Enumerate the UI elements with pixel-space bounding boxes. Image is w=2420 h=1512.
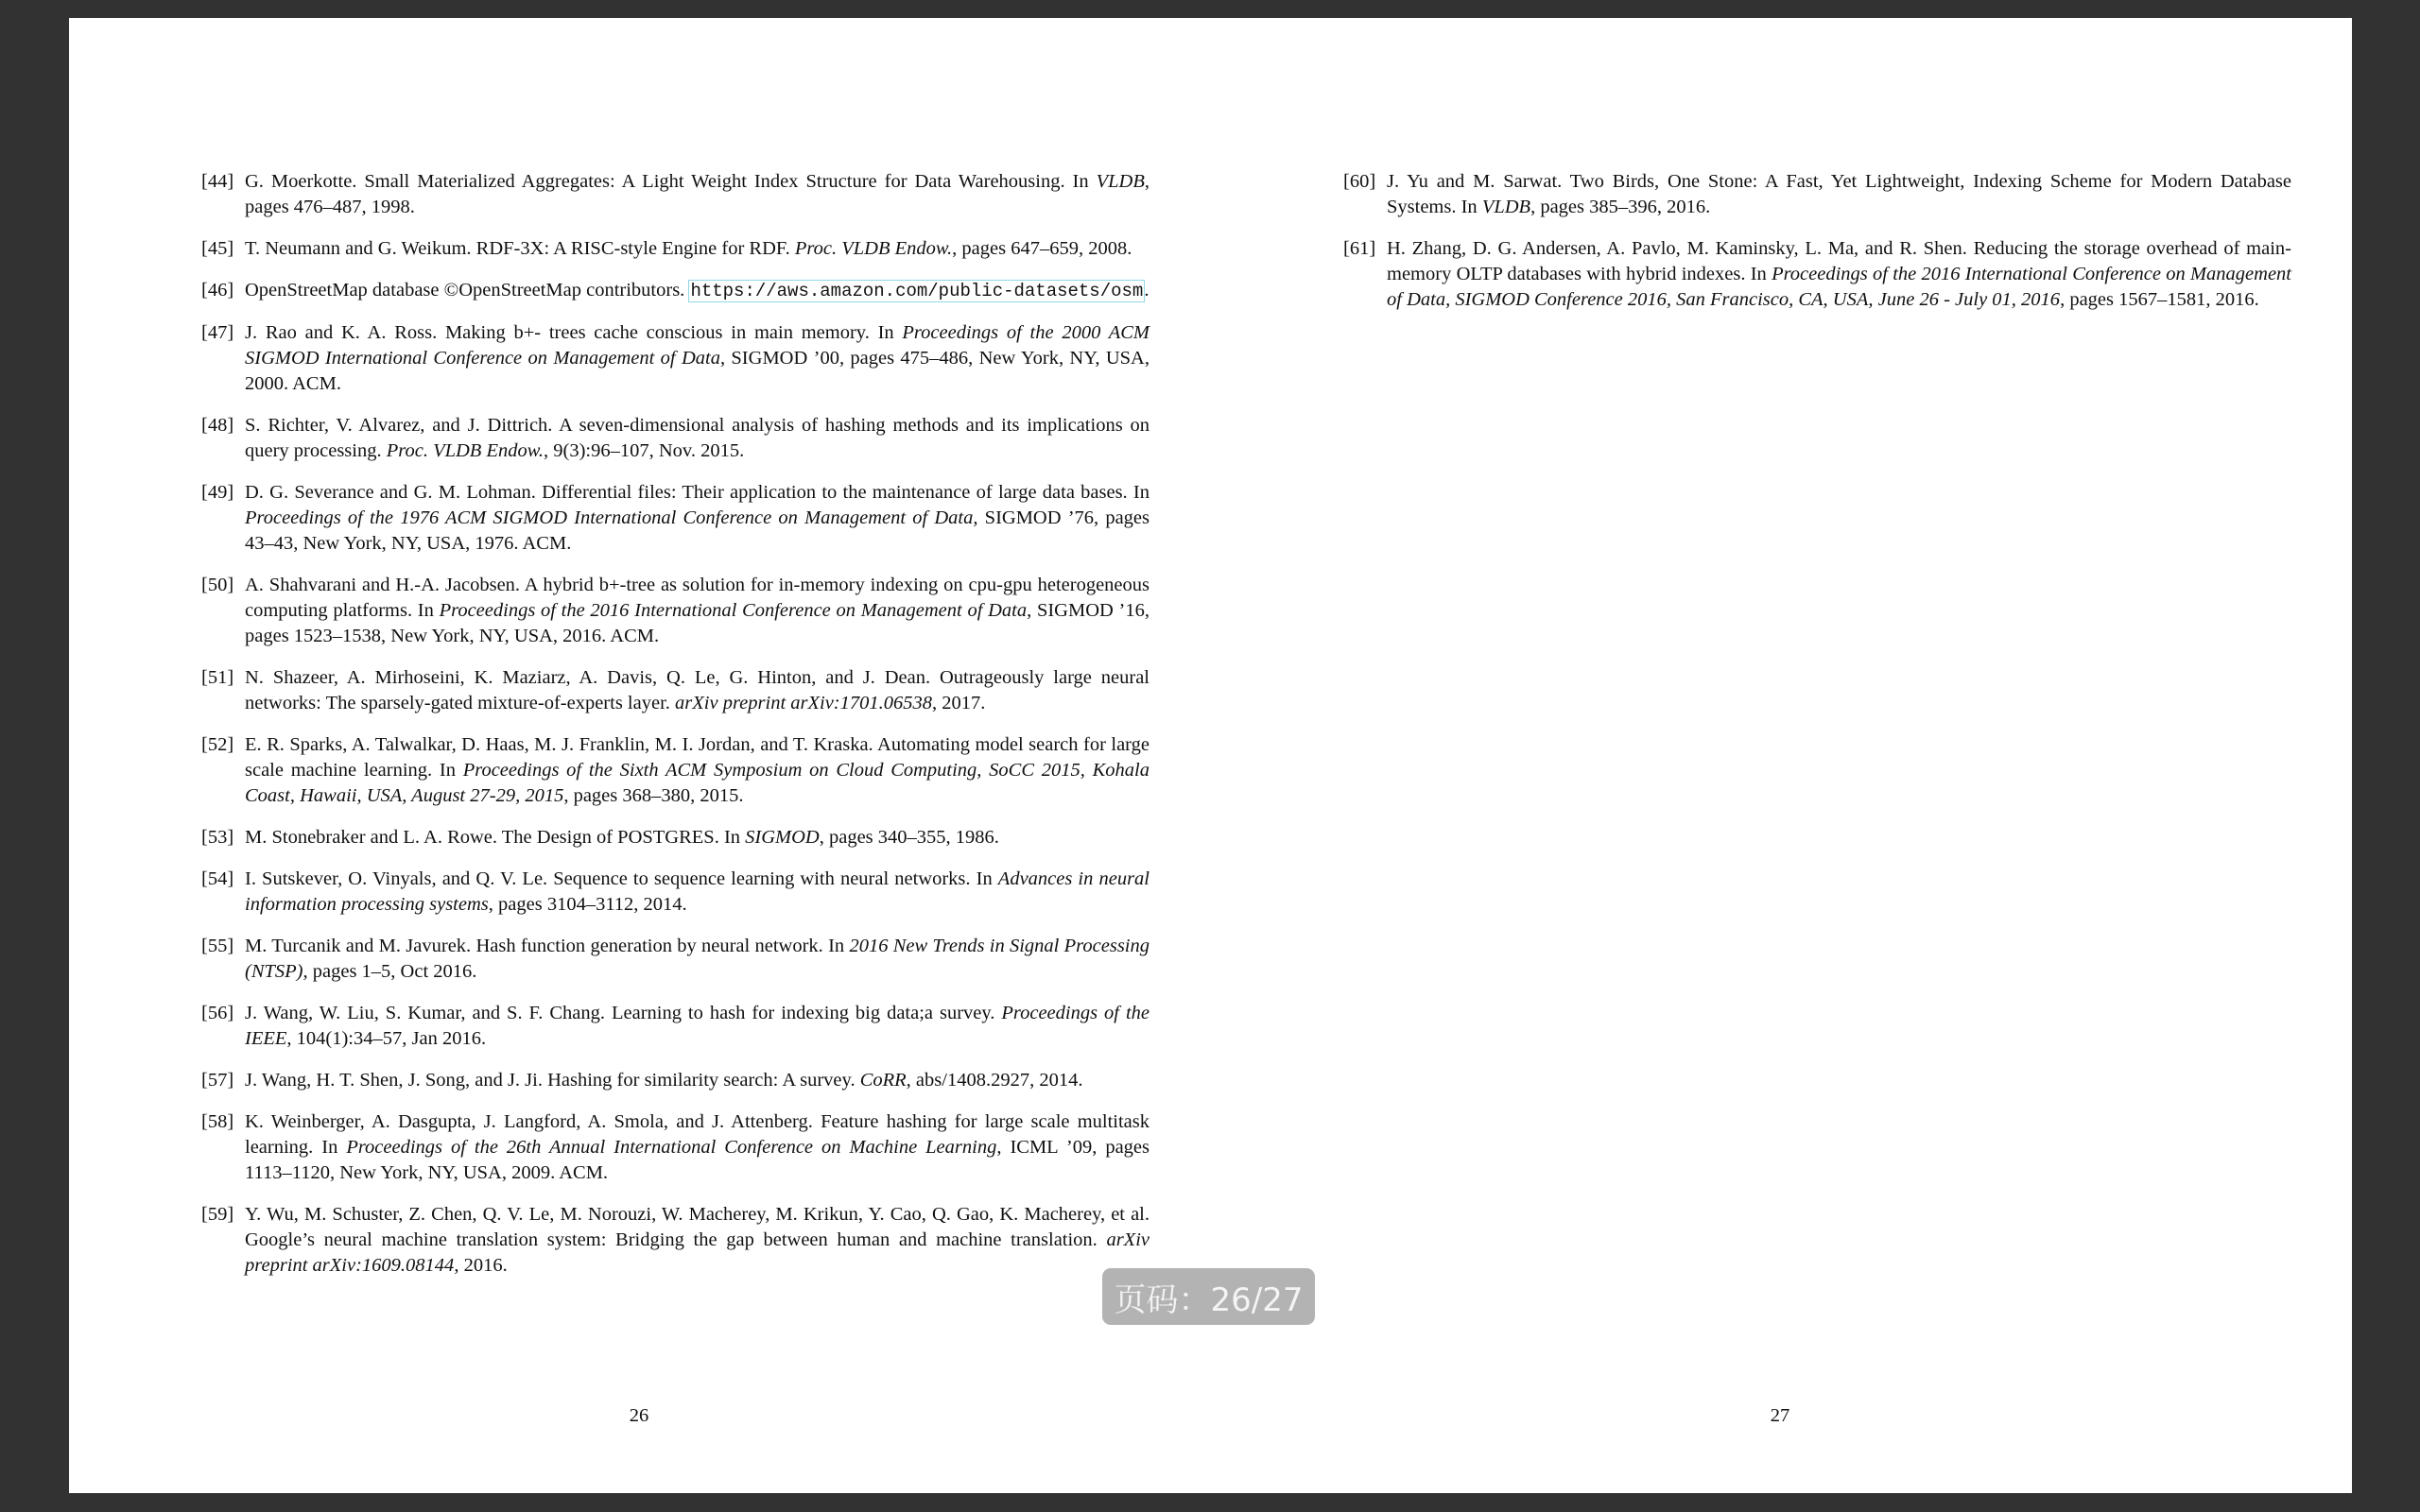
reference-text-segment: M. Turcanik and M. Javurek. Hash function generation by neural network. In [245,936,850,956]
reference-venue: SIGMOD [745,827,820,848]
reference-venue: 2016 New Trends in Signal Processing (NTSP) [245,936,1150,982]
reference-text-segment: , pages 368–380, 2015. [563,785,744,806]
reference-text [245,1068,1150,1093]
page-number-left: 26 [629,1405,649,1426]
references-right-column [1343,169,2291,329]
page-indicator-overlay: 页码：26/27 [1102,1268,1315,1325]
reference-venue: Proceedings of the 26th Annual International Conference on Machine Learning [346,1137,997,1158]
reference-text [245,278,1150,304]
reference-number: [59] [201,1204,234,1225]
reference-number: [48] [201,415,234,436]
reference-venue: arXiv preprint arXiv:1701.06538 [675,693,933,713]
references-left-column [201,169,1150,1295]
reference-venue: Advances in neural information processing systems [245,868,1150,915]
reference-text-segment: , 2016. [454,1255,508,1276]
reference-text-segment: , pages 1–5, Oct 2016. [302,961,477,982]
reference-text [245,236,1150,262]
reference-text-segment: D. G. Severance and G. M. Lohman. Differential files: Their application to the maintenance of large data bases. In [245,482,1150,503]
reference-number: [60] [1343,171,1376,192]
reference-number: [50] [201,575,234,595]
reference-text [245,413,1150,464]
reference-text [245,169,1150,220]
reference-number: [44] [201,171,234,192]
reference-number: [55] [201,936,234,956]
reference-number: [58] [201,1111,234,1132]
reference-text [245,825,1150,850]
reference-text [245,934,1150,985]
reference-text-segment: E. R. Sparks, A. Talwalkar, D. Haas, M. J. Franklin, M. I. Jordan, and T. Kraska. Automating model search for large scale machine learning. In [245,734,1150,781]
reference-number: [56] [201,1003,234,1023]
reference-text-segment: , pages 1567–1581, 2016. [2060,289,2259,310]
reference-entry [201,665,1150,716]
reference-venue: VLDB [1481,197,1531,217]
reference-text-segment: , pages 340–355, 1986. [819,827,999,848]
reference-text-segment: , SIGMOD ’76, pages 43–43, New York, NY, USA, 1976. ACM. [245,507,1150,554]
reference-text [245,665,1150,716]
reference-text-segment: K. Weinberger, A. Dasgupta, J. Langford, A. Smola, and J. Attenberg. Feature hashing for large scale multitask learning. In [245,1111,1150,1158]
reference-text-segment: H. Zhang, D. G. Andersen, A. Pavlo, M. Kaminsky, L. Ma, and R. Shen. Reducing the storage overhead of main-memory OLTP databases with hybrid indexes. In [1387,238,2291,284]
reference-text-segment: , SIGMOD ’16, pages 1523–1538, New York, NY, USA, 2016. ACM. [245,600,1150,646]
reference-venue: Proceedings of the Sixth ACM Symposium on Cloud Computing, SoCC 2015, Kohala Coast, Hawaii, USA, August 27-29, 2015 [245,760,1150,806]
reference-venue: Proceedings of the 2016 International Conference on Management of Data [439,600,1028,621]
reference-number: [53] [201,827,234,848]
reference-venue: Proc. VLDB Endow. [386,440,544,461]
reference-text-segment: I. Sutskever, O. Vinyals, and Q. V. Le. Sequence to sequence learning with neural networks. In [245,868,998,889]
reference-entry [1343,169,2291,220]
reference-text [245,1001,1150,1052]
reference-text-segment: , pages 476–487, 1998. [245,171,1150,217]
reference-text-segment: , ICML ’09, pages 1113–1120, New York, NY, USA, 2009. ACM. [245,1137,1150,1183]
reference-text-segment: J. Yu and M. Sarwat. Two Birds, One Stone: A Fast, Yet Lightweight, Indexing Scheme for Modern Database Systems. In [1387,171,2291,217]
reference-text-segment: T. Neumann and G. Weikum. RDF-3X: A RISC-style Engine for RDF. [245,238,795,259]
reference-text [245,320,1150,397]
reference-text-segment: J. Wang, W. Liu, S. Kumar, and S. F. Chang. Learning to hash for indexing big data;a survey. [245,1003,1002,1023]
reference-text [245,867,1150,918]
reference-text-segment: , SIGMOD ’00, pages 475–486, New York, NY, USA, 2000. ACM. [245,348,1150,394]
reference-text-segment: . [1144,280,1150,301]
reference-venue: Proceedings of the IEEE [245,1003,1150,1049]
reference-text-segment: , 2017. [932,693,986,713]
reference-venue: Proceedings of the 2000 ACM SIGMOD International Conference on Management of Data [245,322,1150,369]
page-number-right: 27 [1770,1405,1790,1426]
reference-text [245,480,1150,557]
reference-venue: CoRR [859,1070,907,1091]
reference-number: [57] [201,1070,234,1091]
reference-entry [201,1202,1150,1279]
reference-text-segment: , pages 385–396, 2016. [1530,197,1711,217]
reference-number: [61] [1343,238,1376,259]
reference-entry [201,236,1150,262]
reference-entry [1343,236,2291,313]
reference-text-segment: , 9(3):96–107, Nov. 2015. [544,440,745,461]
reference-entry [201,320,1150,397]
reference-text-segment: , pages 647–659, 2008. [952,238,1132,259]
reference-text [245,1109,1150,1186]
reference-text [245,573,1150,649]
reference-entry [201,934,1150,985]
reference-text-segment: M. Stonebraker and L. A. Rowe. The Design of POSTGRES. In [245,827,746,848]
reference-text-segment: , pages 3104–3112, 2014. [488,894,687,915]
reference-text-segment: OpenStreetMap database ©OpenStreetMap contributors. [245,280,690,301]
reference-text-segment: G. Moerkotte. Small Materialized Aggregates: A Light Weight Index Structure for Data Warehousing. In [245,171,1097,192]
reference-entry [201,413,1150,464]
reference-entry [201,573,1150,649]
reference-number: [46] [201,280,234,301]
reference-entry [201,480,1150,557]
reference-number: [51] [201,667,234,688]
reference-text-segment: J. Rao and K. A. Ross. Making b+- trees cache conscious in main memory. In [245,322,903,343]
reference-text-segment: Y. Wu, M. Schuster, Z. Chen, Q. V. Le, M. Norouzi, W. Macherey, M. Krikun, Y. Cao, Q. Gao, K. Macherey, et al. Google’s neural machine translation system: Bridging the gap between human and machine translation. [245,1204,1150,1250]
reference-number: [45] [201,238,234,259]
reference-text [1387,236,2291,313]
reference-venue: VLDB [1096,171,1145,192]
reference-text-segment: A. Shahvarani and H.-A. Jacobsen. A hybrid b+-tree as solution for in-memory indexing on cpu-gpu heterogeneous computing platforms. In [245,575,1150,621]
reference-text-segment: , abs/1408.2927, 2014. [906,1070,1083,1091]
reference-number: [49] [201,482,234,503]
reference-number: [52] [201,734,234,755]
reference-venue: Proc. VLDB Endow. [794,238,953,259]
reference-link[interactable]: https://aws.amazon.com/public-datasets/osm [690,281,1144,301]
reference-entry [201,278,1150,304]
reference-number: [54] [201,868,234,889]
reference-entry [201,1001,1150,1052]
reference-text [1387,169,2291,220]
reference-venue: Proceedings of the 2016 International Conference on Management of Data, SIGMOD Conference 2016, San Francisco, CA, USA, June 26 - July 01, 2016 [1387,264,2292,310]
reference-entry [201,169,1150,220]
reference-entry [201,867,1150,918]
reference-entry [201,825,1150,850]
reference-text-segment: N. Shazeer, A. Mirhoseini, K. Maziarz, A. Davis, Q. Le, G. Hinton, and J. Dean. Outrageously large neural networks: The sparsely-gated mixture-of-experts layer. [245,667,1150,713]
reference-entry [201,732,1150,809]
reference-entry [201,1068,1150,1093]
reference-number: [47] [201,322,234,343]
reference-venue: arXiv preprint arXiv:1609.08144 [245,1229,1150,1276]
reference-text [245,1202,1150,1279]
reference-text-segment: S. Richter, V. Alvarez, and J. Dittrich. A seven-dimensional analysis of hashing methods and its implications on query processing. [245,415,1150,461]
reference-entry [201,1109,1150,1186]
reference-text-segment: , 104(1):34–57, Jan 2016. [286,1028,487,1049]
reference-venue: Proceedings of the 1976 ACM SIGMOD International Conference on Management of Data [245,507,974,528]
reference-text [245,732,1150,809]
reference-text-segment: J. Wang, H. T. Shen, J. Song, and J. Ji. Hashing for similarity search: A survey. [245,1070,860,1091]
